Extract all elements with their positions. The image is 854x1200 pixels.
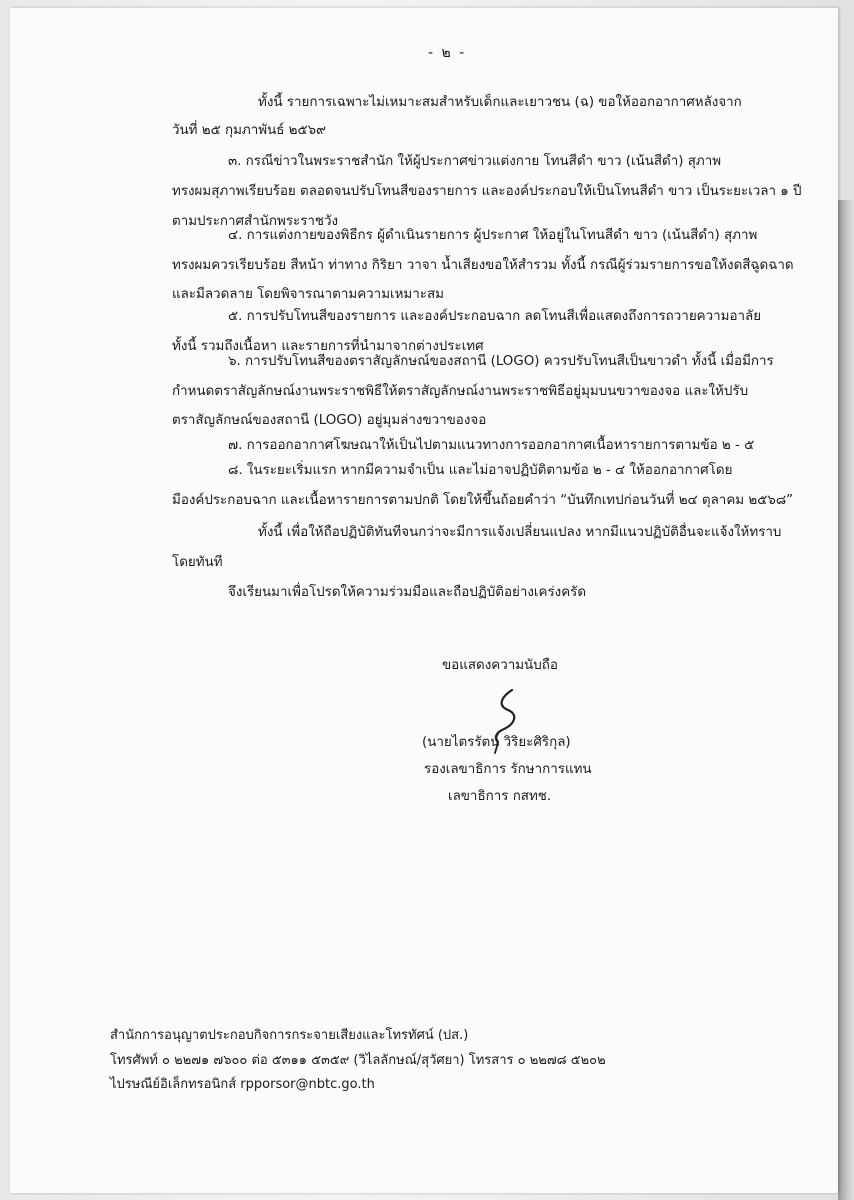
item-6-line-2: กำหนดตราสัญลักษณ์งานพระราชพิธีให้ตราสัญลักษณ์งานพระราชพิธีอยู่มุมบนขวาของจอ และให้ปรับ <box>172 384 749 399</box>
intro-line-2: วันที่ ๒๕ กุมภาพันธ์ ๒๕๖๙ <box>172 123 326 138</box>
item-3-line-1: ๓. กรณีข่าวในพระราชสำนัก ให้ผู้ประกาศข่าวแต่งกาย โทนสีดำ ขาว (เน้นสีดำ) สุภาพ <box>228 154 722 169</box>
item-3-line-2: ทรงผมสุภาพเรียบร้อย ตลอดจนปรับโทนสีของรายการ และองค์ประกอบให้เป็นโทนสีดำ ขาว เป็นระยะเวลา ๑ ปี <box>172 184 802 199</box>
item-3-line-3: ตามประกาศสำนักพระราชวัง <box>172 214 339 229</box>
signatory-position-2: เลขาธิการ กสทช. <box>448 789 552 804</box>
item-6-line-3: ตราสัญลักษณ์ของสถานี (LOGO) อยู่มุมล่างขวาของจอ <box>172 413 487 428</box>
page-number: - ๒ - <box>428 45 467 61</box>
footer-phone: โทรศัพท์ ๐ ๒๒๗๑ ๗๖๐๐ ต่อ ๕๓๑๑ ๕๓๕๙ (วิไลลักษณ์/สุวัศยา) โทรสาร ๐ ๒๒๗๘ ๕๒๐๒ <box>110 1053 606 1068</box>
item-8-line-1: ๘. ในระยะเริ่มแรก หากมีความจำเป็น และไม่อาจปฏิบัติตามข้อ ๒ - ๔ ให้ออกอากาศโดย <box>228 463 733 478</box>
item-5-line-2: ทั้งนี้ รวมถึงเนื้อหา และรายการที่นำมาจากต่างประเทศ <box>172 339 484 354</box>
item-5-line-1: ๕. การปรับโทนสีของรายการ และองค์ประกอบฉาก ลดโทนสีเพื่อแสดงถึงการถวายความอาลัย <box>228 309 762 324</box>
salutation: ขอแสดงความนับถือ <box>442 658 558 673</box>
item-8-line-2: มีองค์ประกอบฉาก และเนื้อหารายการตามปกติ โดยให้ขึ้นถ้อยคำว่า “บันทึกเทปก่อนวันที่ ๒๔ ตุลาคม ๒๕๖๘” <box>172 493 794 508</box>
closing-line-2: โดยทันที <box>172 555 223 570</box>
closing-line-1: ทั้งนี้ เพื่อให้ถือปฏิบัติทันทีจนกว่าจะมีการแจ้งเปลี่ยนแปลง หากมีแนวปฏิบัติอื่นจะแจ้งให้ทราบ <box>258 525 782 540</box>
item-7-line-1: ๗. การออกอากาศโฆษณาให้เป็นไปตามแนวทางการออกอากาศเนื้อหารายการตามข้อ ๒ - ๕ <box>228 438 755 453</box>
item-6-line-1: ๖. การปรับโทนสีของตราสัญลักษณ์ของสถานี (LOGO) ควรปรับโทนสีเป็นขาวดำ ทั้งนี้ เมื่อมีการ <box>228 354 774 369</box>
item-4-line-1: ๔. การแต่งกายของพิธีกร ผู้ดำเนินรายการ ผู้ประกาศ ให้อยู่ในโทนสีดำ ขาว (เน้นสีดำ) สุภาพ <box>228 228 758 243</box>
footer-office: สำนักการอนุญาตประกอบกิจการกระจายเสียงและโทรทัศน์ (ปส.) <box>110 1028 469 1043</box>
item-4-line-3: และมีลวดลาย โดยพิจารณาตามความเหมาะสม <box>172 287 444 302</box>
item-4-line-2: ทรงผมควรเรียบร้อย สีหน้า ท่าทาง กิริยา วาจา น้ำเสียงขอให้สำรวม ทั้งนี้ กรณีผู้ร่วมรายการขอให้งดสีฉูดฉาด <box>172 258 794 273</box>
intro-line-1: ทั้งนี้ รายการเฉพาะไม่เหมาะสมสำหรับเด็กและเยาวชน (ฉ) ขอให้ออกอากาศหลังจาก <box>258 95 742 110</box>
request-line: จึงเรียนมาเพื่อโปรดให้ความร่วมมือและถือปฏิบัติอย่างเคร่งครัด <box>228 585 587 600</box>
document-page <box>10 8 838 1193</box>
paper-stack-edge <box>838 200 854 1200</box>
signatory-position-1: รองเลขาธิการ รักษาการแทน <box>424 762 592 777</box>
signatory-name: (นายไตรรัตน์ วิริยะศิริกุล) <box>422 735 571 750</box>
footer-email: ไปรษณีย์อิเล็กทรอนิกส์ rpporsor@nbtc.go.th <box>110 1077 375 1092</box>
